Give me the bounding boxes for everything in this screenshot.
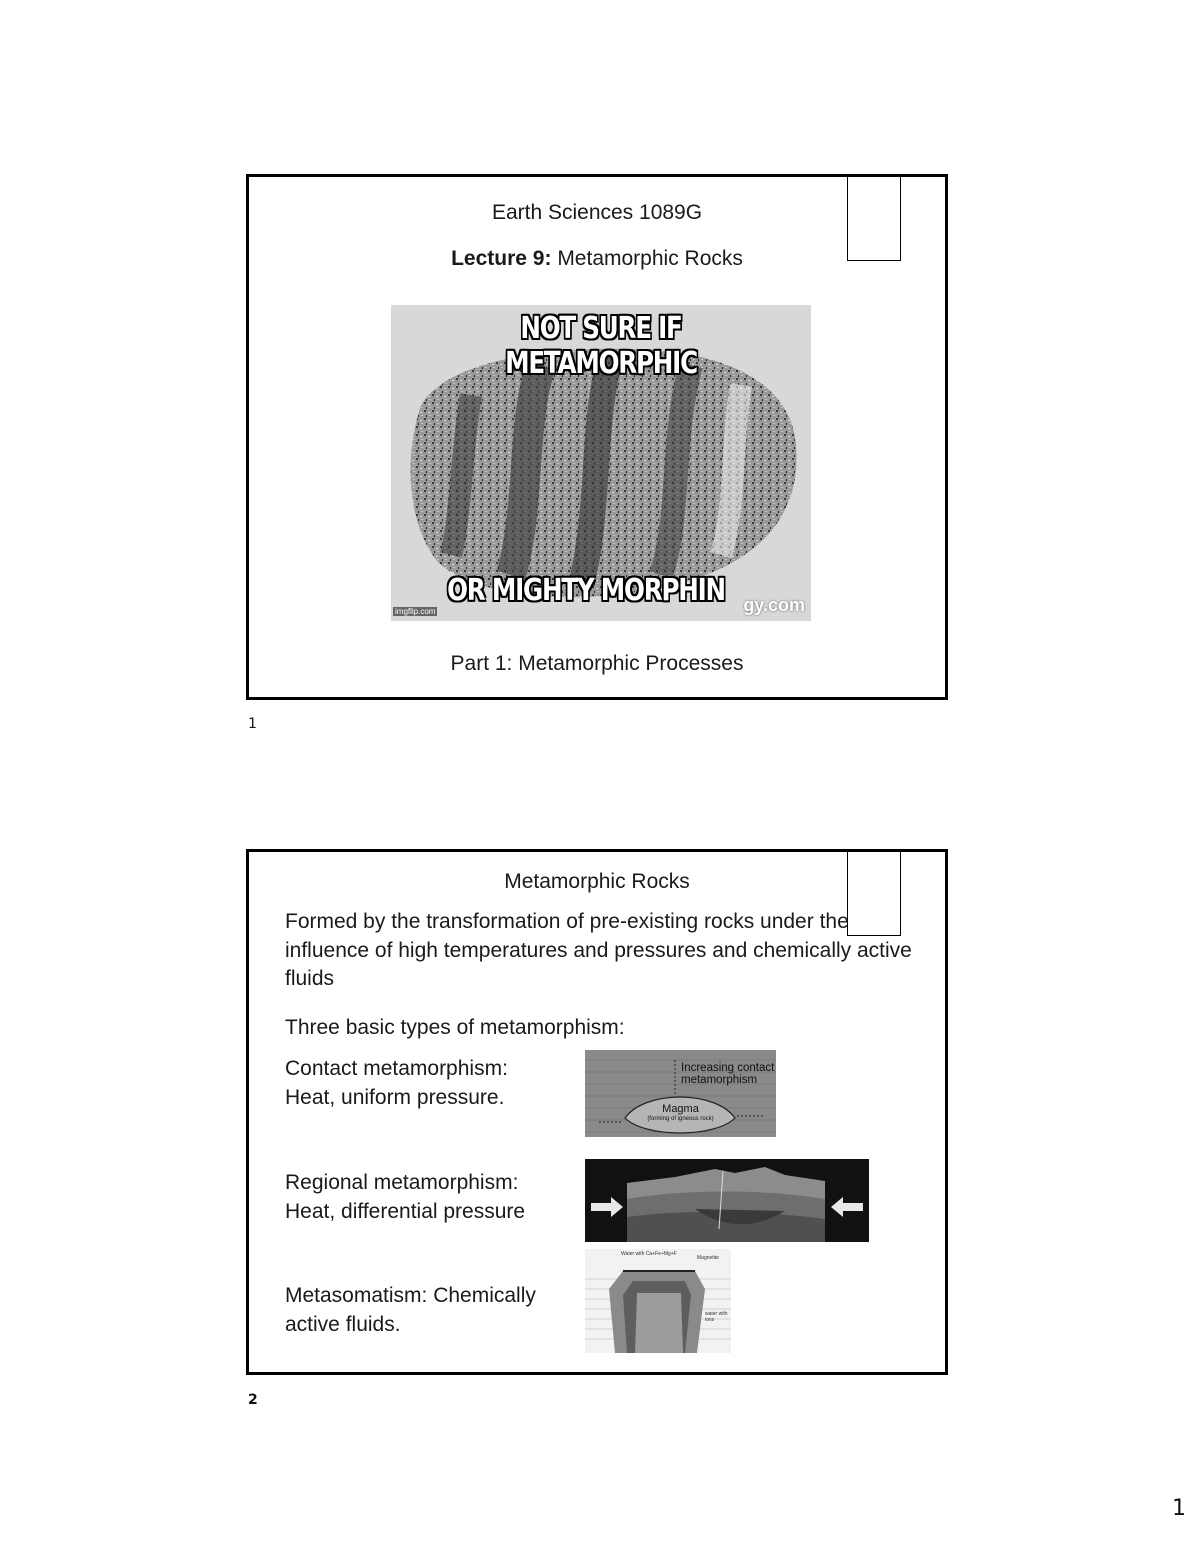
lecture-title [249, 247, 945, 271]
meta-label-c: water with ions [705, 1311, 728, 1323]
contact-label-2: metamorphism [681, 1074, 758, 1086]
meme-image [391, 305, 811, 621]
metasomatism-line-2: active fluids. [285, 1312, 401, 1336]
slide-title: Metamorphic Rocks [504, 870, 690, 893]
contact-line-1: Contact metamorphism: [285, 1057, 508, 1080]
slide-number-1: 1 [248, 716, 257, 732]
magma-sublabel: (forming of igneous rock) [647, 1116, 714, 1122]
page-number: 1 [1172, 1496, 1186, 1521]
meta-label-a: Water with Ca+Fe+Mg+F [621, 1251, 677, 1257]
metasomatism-line-1: Metasomatism: Chemically [285, 1284, 536, 1307]
meta-label-b: Magnetite [697, 1255, 719, 1261]
contact-label-1: Increasing contact [681, 1062, 775, 1074]
contact-figure-label [681, 1062, 774, 1086]
part-title: Part 1: Metamorphic Processes [450, 652, 744, 675]
contact-text [285, 1055, 508, 1112]
meme-bottom-text: OR MIGHTY MORPHIN [447, 573, 725, 608]
types-heading: Three basic types of metamorphism: [285, 1016, 625, 1039]
lecture-name: Metamorphic Rocks [551, 247, 743, 270]
contact-line-2: Heat, uniform pressure. [285, 1085, 505, 1109]
meme-flip-tag: imgflip.com [395, 607, 436, 616]
metasomatism-text [285, 1282, 536, 1339]
meme-watermark: gy.com [743, 595, 805, 615]
regional-figure [585, 1159, 869, 1242]
meme-top-text: NOT SURE IF METAMORPHIC [505, 311, 697, 381]
metasomatism-diagram [585, 1249, 731, 1353]
contact-figure [585, 1050, 776, 1137]
slide-2 [246, 849, 948, 1375]
magma-label: Magma [662, 1103, 699, 1115]
intro-text: Formed by the transformation of pre-existing rocks under the influence of high temperatures and pressures and chemically active fluids [285, 910, 912, 990]
regional-line-1: Regional metamorphism: [285, 1171, 519, 1194]
regional-diagram [585, 1159, 869, 1242]
regional-line-2: Heat, differential pressure [285, 1199, 526, 1223]
slide-1 [246, 174, 948, 700]
metasomatism-figure [585, 1249, 731, 1353]
course-title: Earth Sciences 1089G [491, 201, 703, 224]
lecture-label: Lecture 9: [451, 247, 552, 270]
regional-text [285, 1169, 525, 1226]
slide-number-2: 2 [248, 1392, 258, 1408]
